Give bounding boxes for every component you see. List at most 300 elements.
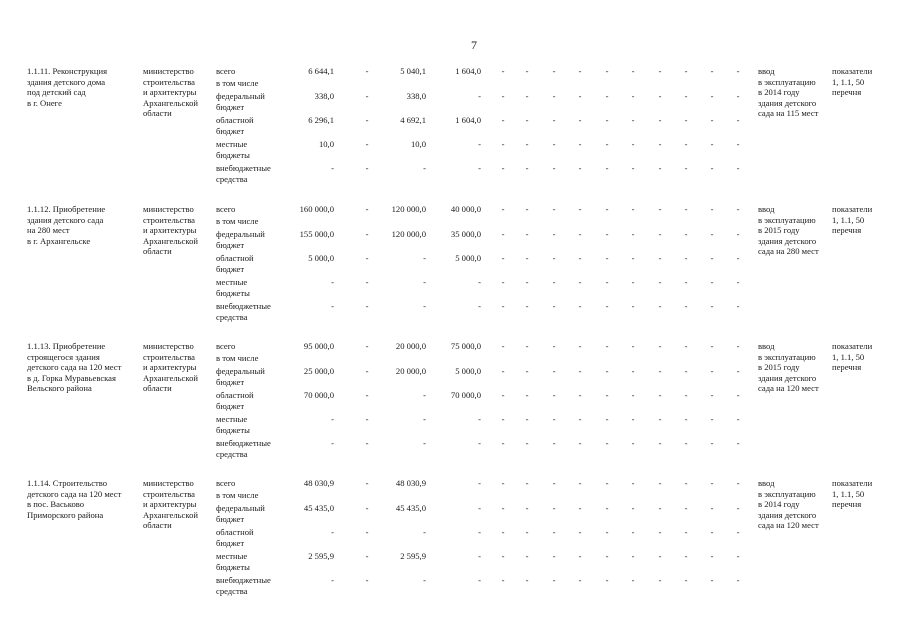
empty-year-cell: - (525, 414, 529, 424)
empty-year-cell: - (710, 341, 714, 351)
funding-value: 120 000,0 (391, 229, 426, 239)
funding-value: 6 644,1 (308, 66, 334, 76)
funding-value: - (365, 66, 369, 76)
empty-year-cell: - (578, 115, 582, 125)
funding-source-label: внебюджетные средства (216, 575, 271, 596)
empty-year-cell: - (736, 277, 740, 287)
empty-year-cell: - (631, 503, 635, 513)
funding-value: - (365, 390, 369, 400)
empty-year-cell: - (525, 229, 529, 239)
empty-year-cell: - (605, 204, 609, 214)
funding-value: 2 595,9 (308, 551, 334, 561)
funding-value: 48 030,9 (395, 478, 426, 488)
empty-year-cell: - (605, 229, 609, 239)
funding-value: - (365, 139, 369, 149)
funding-value: - (365, 301, 369, 311)
empty-year-cell: - (525, 551, 529, 561)
empty-year-cell: - (736, 390, 740, 400)
funding-value: 2 595,9 (400, 551, 426, 561)
empty-year-cell: - (631, 438, 635, 448)
empty-year-cell: - (710, 91, 714, 101)
empty-year-cell: - (552, 91, 556, 101)
empty-year-cell: - (658, 253, 662, 263)
empty-year-cell: - (552, 253, 556, 263)
empty-year-cell: - (684, 229, 688, 239)
empty-year-cell: - (684, 390, 688, 400)
empty-year-cell: - (684, 414, 688, 424)
empty-year-cell: - (605, 438, 609, 448)
item-title: 1.1.11. Реконструкция здания детского дома под детский сад в г. Онеге (27, 66, 108, 108)
empty-year-cell: - (501, 478, 505, 488)
empty-year-cell: - (658, 91, 662, 101)
empty-year-cell: - (631, 229, 635, 239)
empty-year-cell: - (658, 163, 662, 173)
empty-year-cell: - (605, 277, 609, 287)
empty-year-cell: - (525, 139, 529, 149)
empty-year-cell: - (501, 575, 505, 585)
empty-year-cell: - (736, 527, 740, 537)
funding-value: 35 000,0 (450, 229, 481, 239)
empty-year-cell: - (684, 301, 688, 311)
empty-year-cell: - (525, 277, 529, 287)
funding-value: - (478, 503, 481, 513)
empty-year-cell: - (605, 91, 609, 101)
empty-year-cell: - (501, 390, 505, 400)
funding-value: 95 000,0 (303, 341, 334, 351)
funding-value: - (365, 253, 369, 263)
funding-value: - (331, 527, 334, 537)
funding-value: - (365, 229, 369, 239)
item-title: 1.1.13. Приобретение строящегося здания детского сада на 120 мест в д. Горка Муравьевская Вельского района (27, 341, 122, 394)
empty-year-cell: - (658, 551, 662, 561)
funding-source-label: в том числе (216, 216, 259, 226)
empty-year-cell: - (578, 551, 582, 561)
item-indicators: показатели 1, 1.1, 50 перечня (832, 66, 873, 98)
empty-year-cell: - (658, 575, 662, 585)
funding-value: 70 000,0 (303, 390, 334, 400)
empty-year-cell: - (501, 139, 505, 149)
empty-year-cell: - (658, 115, 662, 125)
funding-source-label: местные бюджеты (216, 551, 250, 572)
item-expected-result: ввод в эксплуатацию в 2014 году здания детского сада на 120 мест (758, 478, 819, 531)
funding-value: 160 000,0 (299, 204, 334, 214)
empty-year-cell: - (736, 163, 740, 173)
empty-year-cell: - (631, 366, 635, 376)
funding-value: - (331, 438, 334, 448)
empty-year-cell: - (658, 390, 662, 400)
empty-year-cell: - (501, 366, 505, 376)
funding-value: 155 000,0 (299, 229, 334, 239)
empty-year-cell: - (501, 414, 505, 424)
empty-year-cell: - (684, 91, 688, 101)
empty-year-cell: - (684, 277, 688, 287)
funding-source-label: внебюджетные средства (216, 163, 271, 184)
empty-year-cell: - (525, 438, 529, 448)
item-title: 1.1.14. Строительство детского сада на 120 мест в пос. Васьково Приморского района (27, 478, 122, 520)
empty-year-cell: - (684, 478, 688, 488)
empty-year-cell: - (684, 551, 688, 561)
funding-value: - (331, 163, 334, 173)
empty-year-cell: - (552, 438, 556, 448)
funding-source-label: федеральный бюджет (216, 366, 265, 387)
empty-year-cell: - (552, 115, 556, 125)
empty-year-cell: - (501, 551, 505, 561)
empty-year-cell: - (525, 390, 529, 400)
funding-value: 6 296,1 (308, 115, 334, 125)
funding-value: - (423, 527, 426, 537)
empty-year-cell: - (684, 366, 688, 376)
empty-year-cell: - (605, 115, 609, 125)
empty-year-cell: - (631, 301, 635, 311)
empty-year-cell: - (631, 575, 635, 585)
funding-value: - (365, 551, 369, 561)
empty-year-cell: - (552, 478, 556, 488)
funding-value: - (365, 163, 369, 173)
empty-year-cell: - (605, 253, 609, 263)
empty-year-cell: - (605, 66, 609, 76)
empty-year-cell: - (736, 341, 740, 351)
empty-year-cell: - (605, 527, 609, 537)
funding-value: - (331, 575, 334, 585)
funding-value: 120 000,0 (391, 204, 426, 214)
item-title: 1.1.12. Приобретение здания детского сада на 280 мест в г. Архангельске (27, 204, 106, 246)
empty-year-cell: - (552, 575, 556, 585)
funding-source-label: всего (216, 66, 236, 76)
empty-year-cell: - (631, 204, 635, 214)
empty-year-cell: - (501, 341, 505, 351)
empty-year-cell: - (552, 366, 556, 376)
empty-year-cell: - (710, 438, 714, 448)
empty-year-cell: - (710, 163, 714, 173)
empty-year-cell: - (658, 277, 662, 287)
empty-year-cell: - (736, 229, 740, 239)
funding-value: - (478, 414, 481, 424)
empty-year-cell: - (605, 301, 609, 311)
empty-year-cell: - (552, 503, 556, 513)
empty-year-cell: - (684, 253, 688, 263)
empty-year-cell: - (552, 341, 556, 351)
funding-source-label: областной бюджет (216, 527, 254, 548)
empty-year-cell: - (552, 390, 556, 400)
empty-year-cell: - (631, 277, 635, 287)
funding-value: 10,0 (410, 139, 426, 149)
funding-value: 338,0 (314, 91, 334, 101)
empty-year-cell: - (525, 163, 529, 173)
funding-value: - (331, 301, 334, 311)
empty-year-cell: - (501, 301, 505, 311)
funding-value: - (423, 301, 426, 311)
empty-year-cell: - (525, 253, 529, 263)
funding-source-label: федеральный бюджет (216, 229, 265, 250)
empty-year-cell: - (736, 366, 740, 376)
item-indicators: показатели 1, 1.1, 50 перечня (832, 204, 873, 236)
empty-year-cell: - (605, 139, 609, 149)
funding-value: 5 000,0 (455, 253, 481, 263)
funding-source-label: местные бюджеты (216, 277, 250, 298)
funding-value: - (365, 277, 369, 287)
empty-year-cell: - (658, 229, 662, 239)
empty-year-cell: - (736, 478, 740, 488)
item-expected-result: ввод в эксплуатацию в 2014 году здания детского сада на 115 мест (758, 66, 819, 119)
empty-year-cell: - (684, 527, 688, 537)
empty-year-cell: - (658, 66, 662, 76)
empty-year-cell: - (631, 527, 635, 537)
empty-year-cell: - (684, 163, 688, 173)
item-indicators: показатели 1, 1.1, 50 перечня (832, 478, 873, 510)
empty-year-cell: - (552, 163, 556, 173)
empty-year-cell: - (605, 341, 609, 351)
funding-value: - (478, 163, 481, 173)
funding-source-label: внебюджетные средства (216, 438, 271, 459)
funding-value: 40 000,0 (450, 204, 481, 214)
empty-year-cell: - (552, 229, 556, 239)
funding-value: 1 604,0 (455, 66, 481, 76)
empty-year-cell: - (578, 438, 582, 448)
empty-year-cell: - (684, 438, 688, 448)
empty-year-cell: - (710, 390, 714, 400)
funding-source-label: местные бюджеты (216, 139, 250, 160)
empty-year-cell: - (736, 204, 740, 214)
empty-year-cell: - (552, 204, 556, 214)
empty-year-cell: - (658, 527, 662, 537)
empty-year-cell: - (501, 204, 505, 214)
empty-year-cell: - (658, 204, 662, 214)
empty-year-cell: - (525, 527, 529, 537)
funding-value: - (365, 91, 369, 101)
empty-year-cell: - (605, 503, 609, 513)
item-executor: министерство строительства и архитектуры Архангельской области (143, 478, 198, 531)
funding-value: - (365, 527, 369, 537)
empty-year-cell: - (578, 91, 582, 101)
funding-source-label: в том числе (216, 78, 259, 88)
funding-source-label: в том числе (216, 353, 259, 363)
funding-source-label: всего (216, 204, 236, 214)
empty-year-cell: - (578, 163, 582, 173)
funding-source-label: областной бюджет (216, 115, 254, 136)
empty-year-cell: - (552, 139, 556, 149)
empty-year-cell: - (525, 91, 529, 101)
empty-year-cell: - (578, 575, 582, 585)
empty-year-cell: - (552, 414, 556, 424)
empty-year-cell: - (605, 390, 609, 400)
item-executor: министерство строительства и архитектуры Архангельской области (143, 341, 198, 394)
empty-year-cell: - (525, 66, 529, 76)
empty-year-cell: - (631, 551, 635, 561)
funding-source-label: всего (216, 478, 236, 488)
empty-year-cell: - (710, 478, 714, 488)
empty-year-cell: - (710, 229, 714, 239)
empty-year-cell: - (710, 277, 714, 287)
funding-value: 48 030,9 (303, 478, 334, 488)
empty-year-cell: - (631, 91, 635, 101)
funding-value: 5 000,0 (455, 366, 481, 376)
funding-value: 5 040,1 (400, 66, 426, 76)
funding-value: - (478, 527, 481, 537)
funding-value: - (478, 438, 481, 448)
item-expected-result: ввод в эксплуатацию в 2015 году здания детского сада на 120 мест (758, 341, 819, 394)
empty-year-cell: - (710, 66, 714, 76)
empty-year-cell: - (605, 551, 609, 561)
empty-year-cell: - (501, 115, 505, 125)
empty-year-cell: - (552, 277, 556, 287)
empty-year-cell: - (684, 139, 688, 149)
funding-source-label: областной бюджет (216, 253, 254, 274)
empty-year-cell: - (552, 551, 556, 561)
empty-year-cell: - (736, 414, 740, 424)
empty-year-cell: - (578, 527, 582, 537)
empty-year-cell: - (605, 575, 609, 585)
funding-value: 10,0 (318, 139, 334, 149)
empty-year-cell: - (710, 139, 714, 149)
funding-value: - (365, 204, 369, 214)
funding-value: - (478, 301, 481, 311)
funding-value: - (423, 438, 426, 448)
funding-value: 45 435,0 (395, 503, 426, 513)
empty-year-cell: - (710, 575, 714, 585)
empty-year-cell: - (736, 503, 740, 513)
empty-year-cell: - (552, 66, 556, 76)
item-executor: министерство строительства и архитектуры Архангельской области (143, 204, 198, 257)
funding-value: 20 000,0 (395, 366, 426, 376)
empty-year-cell: - (710, 527, 714, 537)
funding-source-label: в том числе (216, 490, 259, 500)
empty-year-cell: - (501, 66, 505, 76)
funding-value: - (478, 277, 481, 287)
funding-value: 5 000,0 (308, 253, 334, 263)
funding-value: - (423, 575, 426, 585)
empty-year-cell: - (631, 163, 635, 173)
empty-year-cell: - (578, 390, 582, 400)
funding-value: - (365, 341, 369, 351)
funding-value: - (365, 438, 369, 448)
funding-value: 338,0 (406, 91, 426, 101)
empty-year-cell: - (631, 139, 635, 149)
item-indicators: показатели 1, 1.1, 50 перечня (832, 341, 873, 373)
empty-year-cell: - (631, 253, 635, 263)
funding-value: - (478, 91, 481, 101)
empty-year-cell: - (525, 366, 529, 376)
empty-year-cell: - (605, 414, 609, 424)
empty-year-cell: - (552, 301, 556, 311)
funding-value: - (365, 575, 369, 585)
funding-source-label: внебюджетные средства (216, 301, 271, 322)
empty-year-cell: - (684, 341, 688, 351)
funding-value: 70 000,0 (450, 390, 481, 400)
empty-year-cell: - (710, 414, 714, 424)
funding-value: 75 000,0 (450, 341, 481, 351)
funding-value: - (423, 277, 426, 287)
empty-year-cell: - (501, 229, 505, 239)
empty-year-cell: - (525, 115, 529, 125)
empty-year-cell: - (605, 163, 609, 173)
empty-year-cell: - (578, 503, 582, 513)
funding-source-label: федеральный бюджет (216, 91, 265, 112)
empty-year-cell: - (631, 66, 635, 76)
funding-value: - (331, 277, 334, 287)
funding-value: 1 604,0 (455, 115, 481, 125)
empty-year-cell: - (736, 115, 740, 125)
funding-source-label: местные бюджеты (216, 414, 250, 435)
funding-value: - (478, 575, 481, 585)
empty-year-cell: - (658, 414, 662, 424)
empty-year-cell: - (736, 575, 740, 585)
empty-year-cell: - (525, 204, 529, 214)
empty-year-cell: - (578, 366, 582, 376)
empty-year-cell: - (658, 341, 662, 351)
funding-value: - (478, 139, 481, 149)
empty-year-cell: - (710, 551, 714, 561)
funding-value: - (331, 414, 334, 424)
item-executor: министерство строительства и архитектуры Архангельской области (143, 66, 198, 119)
empty-year-cell: - (684, 204, 688, 214)
empty-year-cell: - (578, 277, 582, 287)
empty-year-cell: - (631, 390, 635, 400)
empty-year-cell: - (578, 301, 582, 311)
funding-value: - (478, 551, 481, 561)
empty-year-cell: - (501, 438, 505, 448)
funding-value: - (365, 414, 369, 424)
funding-value: - (423, 163, 426, 173)
empty-year-cell: - (684, 66, 688, 76)
empty-year-cell: - (578, 204, 582, 214)
empty-year-cell: - (710, 253, 714, 263)
funding-value: - (478, 478, 481, 488)
empty-year-cell: - (578, 341, 582, 351)
empty-year-cell: - (736, 301, 740, 311)
empty-year-cell: - (736, 253, 740, 263)
funding-value: 25 000,0 (303, 366, 334, 376)
empty-year-cell: - (710, 301, 714, 311)
empty-year-cell: - (525, 503, 529, 513)
funding-source-label: областной бюджет (216, 390, 254, 411)
empty-year-cell: - (684, 503, 688, 513)
empty-year-cell: - (710, 204, 714, 214)
empty-year-cell: - (525, 575, 529, 585)
empty-year-cell: - (578, 478, 582, 488)
empty-year-cell: - (710, 366, 714, 376)
funding-value: - (365, 503, 369, 513)
empty-year-cell: - (525, 478, 529, 488)
empty-year-cell: - (658, 366, 662, 376)
empty-year-cell: - (525, 341, 529, 351)
empty-year-cell: - (605, 478, 609, 488)
empty-year-cell: - (684, 575, 688, 585)
empty-year-cell: - (684, 115, 688, 125)
empty-year-cell: - (736, 91, 740, 101)
funding-value: - (423, 390, 426, 400)
page-number: 7 (471, 38, 477, 52)
empty-year-cell: - (658, 478, 662, 488)
funding-source-label: федеральный бюджет (216, 503, 265, 524)
empty-year-cell: - (631, 414, 635, 424)
funding-value: 4 692,1 (400, 115, 426, 125)
empty-year-cell: - (736, 66, 740, 76)
empty-year-cell: - (501, 163, 505, 173)
empty-year-cell: - (578, 139, 582, 149)
funding-value: - (423, 414, 426, 424)
empty-year-cell: - (501, 527, 505, 537)
empty-year-cell: - (525, 301, 529, 311)
empty-year-cell: - (658, 301, 662, 311)
funding-value: - (423, 253, 426, 263)
funding-source-label: всего (216, 341, 236, 351)
empty-year-cell: - (658, 503, 662, 513)
empty-year-cell: - (605, 366, 609, 376)
funding-value: 45 435,0 (303, 503, 334, 513)
empty-year-cell: - (658, 438, 662, 448)
funding-value: - (365, 478, 369, 488)
empty-year-cell: - (736, 438, 740, 448)
